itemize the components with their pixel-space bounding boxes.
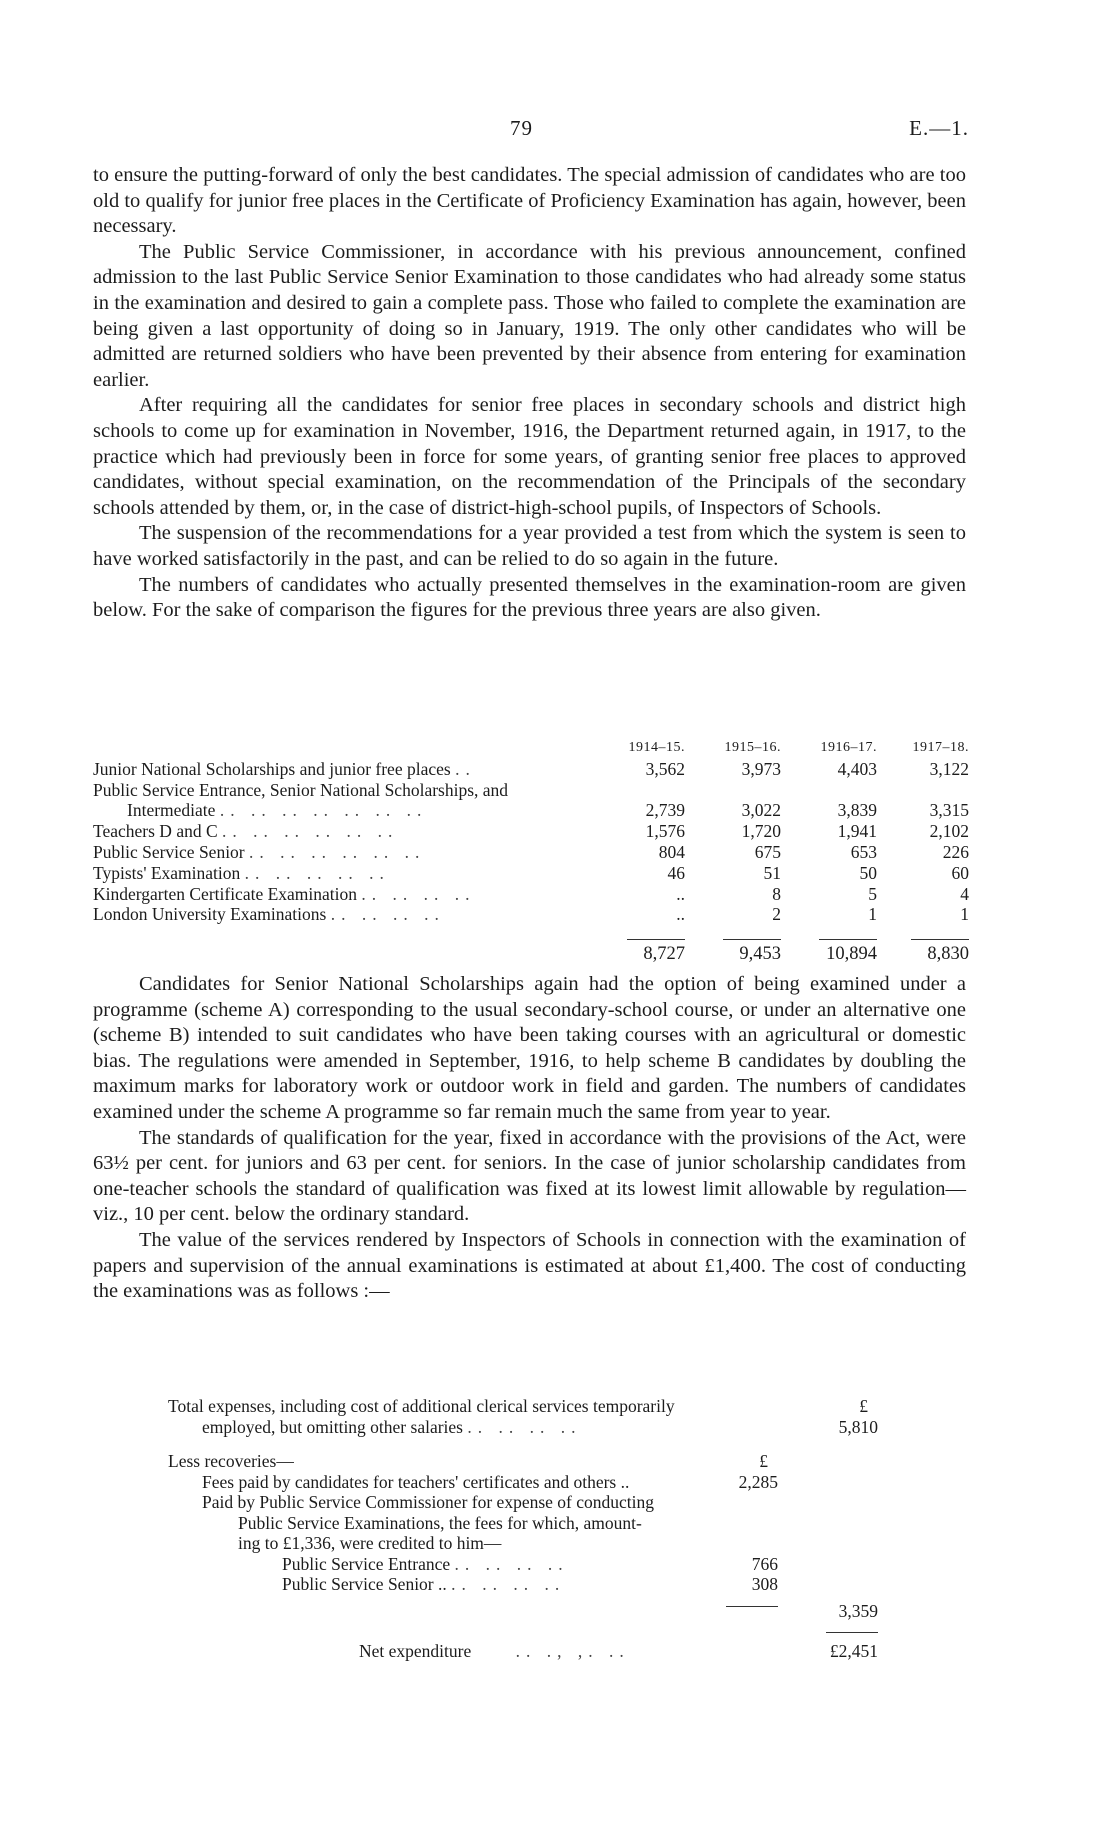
table-cell: 4,403 [837,758,877,779]
table-cell: 804 [658,841,685,862]
column-header: 1915–16. [724,740,781,755]
total-expenses-value: 5,810 [838,1416,878,1437]
body-text-top [93,163,966,624]
table-cell: 3,839 [837,800,877,821]
public-service-entrance-value: 766 [751,1553,778,1574]
paragraph: Candidates for Senior National Scholarships again had the option of being examined under a programme (scheme A) corresponding to the usual secondary-school course, or under an alternative one (scheme B) intended to suit candidates who have been taking courses with an agricultural or domestic bias. The regulations were amended in September, 1916, to help scheme B candidates by doubling the maximum marks for laboratory work or outdoor work in field and garden. The numbers of candidates examined under the scheme A programme so far remain much the same from year to year. [93,973,966,1123]
table-row [93,884,969,905]
table-cell: .. [676,883,685,904]
paragraph: The Public Service Commissioner, in accordance with his previous announcement, confined admission to the last Public Service Senior Examination to those candidates who had already some status in the examination and desired to gain a complete pass. Those who failed to complete the examination are being given a last opportunity of doing so in January, 1919. The only other candidates who will be admitted are returned soldiers who have been prevented by their absence from entering for examination earlier. [93,240,966,391]
table-row [93,800,969,821]
table-cell: 653 [850,841,877,862]
currency-symbol: £ [859,1396,868,1416]
column-header: 1917–18. [912,740,969,755]
table-cell: 8 [772,883,781,904]
statement-row [168,1641,878,1662]
total-cell: 8,830 [911,939,969,965]
leader-dots: .. .. .. .. .. .. .. [219,800,428,821]
statement-row [168,1574,878,1595]
sum-rule [726,1595,778,1616]
row-label: Junior National Scholarships and junior free places [93,758,451,779]
statement-row [168,1554,878,1575]
statement-row [168,1492,878,1513]
paragraph: The numbers of candidates who actually presented themselves in the examination-room are given below. For the sake of comparison the figures for the previous three years are also given. [93,573,966,622]
currency-symbol: £ [759,1451,768,1471]
page-number: 79 [510,116,533,140]
leader-dots: .. [455,758,476,779]
table-cell: 3,562 [645,758,685,779]
table-cell: .. [676,904,685,925]
statement-row [168,1472,878,1493]
table-header-row [93,738,969,759]
expenditure-statement [168,1396,878,1662]
column-header: 1916–17. [820,740,877,755]
statement-row [168,1533,878,1554]
statement-row [168,1595,878,1621]
statement-label: Total expenses, including cost of additional clerical services temporarily [168,1396,675,1416]
table-cell: 2 [772,904,781,925]
table-row [93,821,969,842]
table-cell: 4 [960,883,969,904]
document-reference: E.—1. [909,116,969,140]
statement-row [168,1451,878,1472]
paragraph: After requiring all the candidates for senior free places in secondary schools and district high schools to come up for examination in November, 1916, the Department returned again, in 1917, to the practice which had previously been in force for some years, of granting senior free places to approved candidates, without special examination, on the recommendation of the Principals of the secondary schools attended by them, or, in the case of district-high-school pupils, of Inspectors of Schools. [93,394,966,519]
table-row [93,863,969,884]
table-cell: 2,739 [645,800,685,821]
leader-dots: .. .. .. .. [454,1553,569,1574]
table-cell: 46 [667,862,685,883]
net-expenditure-value: £2,451 [829,1641,878,1661]
candidates-table [93,738,969,965]
table-cell: 2,102 [929,821,969,842]
statement-label: ing to £1,336, were credited to him— [238,1533,502,1553]
table-cell: 1 [868,904,877,925]
row-label: Intermediate [127,800,216,821]
table-row [93,842,969,863]
column-header: 1914–15. [628,740,685,755]
table-cell: 60 [951,862,969,883]
recoveries-total-value: 3,359 [838,1600,878,1621]
paragraph: The standards of qualification for the year, fixed in accordance with the provisions of the Act, were 63½ per cent. for juniors and 63 per cent. for seniors. In the case of junior scholarship candidates from one-teacher schools the standard of qualification was fixed at its lowest limit allowable by regulation—viz., 10 per cent. below the ordinary standard. [93,1126,966,1226]
leader-dots: .. .. .. .. .. .. [249,841,426,862]
table-cell: 1,576 [645,821,685,842]
table-cell: 50 [859,862,877,883]
statement-row [168,1513,878,1534]
statement-label: Public Service Entrance [282,1553,451,1574]
table-cell: 51 [763,862,781,883]
table-total-row [93,925,969,965]
table-cell: 1,720 [741,821,781,842]
table-row [93,904,969,925]
total-cell: 10,894 [819,939,877,965]
leader-dots: .. .. .. .. [451,1574,566,1594]
row-label: Public Service Entrance, Senior National Scholarships, and [93,779,509,800]
total-cell: 9,453 [723,939,781,965]
statement-label: Public Service Senior .. [282,1574,447,1594]
statement-label: Net expenditure [359,1641,472,1661]
sum-rule [826,1621,878,1642]
leader-dots: .. ., ,. .. [515,1641,630,1661]
statement-row [168,1396,878,1417]
table-cell: 5 [868,883,877,904]
row-label: London University Examinations [93,904,327,925]
table-cell: 3,022 [741,800,781,821]
leader-dots: .. .. .. .. [330,904,445,925]
total-cell: 8,727 [627,939,685,965]
statement-label: Paid by Public Service Commissioner for expense of conducting [202,1492,655,1512]
statement-label: Fees paid by candidates for teachers' certificates and others .. [202,1471,630,1492]
leader-dots: .. .. .. .. .. [244,862,390,883]
paragraph: The suspension of the recommendations for a year provided a test from which the system is seen to have worked satisfactorily in the past, and can be relied to do so again in the future. [93,522,966,570]
leader-dots: .. .. .. .. .. .. [222,821,399,842]
statement-label: employed, but omitting other salaries [202,1416,463,1437]
row-label: Kindergarten Certificate Examination [93,883,358,904]
row-label: Teachers D and C [93,821,218,842]
leader-dots: .. .. .. .. [361,883,476,904]
fees-value: 2,285 [738,1471,778,1492]
table-cell: 1 [960,904,969,925]
table-cell: 3,122 [929,758,969,779]
table-cell: 3,973 [741,758,781,779]
statement-row [168,1417,878,1438]
table-row [93,780,969,801]
row-label: Public Service Senior [93,841,245,862]
row-label: Typists' Examination [93,862,241,883]
body-text-bottom [93,972,966,1305]
leader-dots: .. .. .. .. [467,1416,582,1437]
table-cell: 3,315 [929,800,969,821]
statement-label: Less recoveries— [168,1451,294,1471]
table-cell: 1,941 [837,821,877,842]
table-row [93,759,969,780]
public-service-senior-value: 308 [751,1574,778,1594]
paragraph: to ensure the putting-forward of only the best candidates. The special admission of candidates who are too old to qualify for junior free places in the Certificate of Proficiency Examination has again, however, been necessary. [93,164,966,238]
table-cell: 675 [754,841,781,862]
paragraph: The value of the services rendered by Inspectors of Schools in connection with the examination of papers and supervision of the annual examinations is estimated at about £1,400. The cost of conducting the examinations was as follows :— [93,1228,966,1303]
statement-label: Public Service Examinations, the fees for which, amount- [238,1512,642,1533]
table-cell: 226 [942,841,969,862]
